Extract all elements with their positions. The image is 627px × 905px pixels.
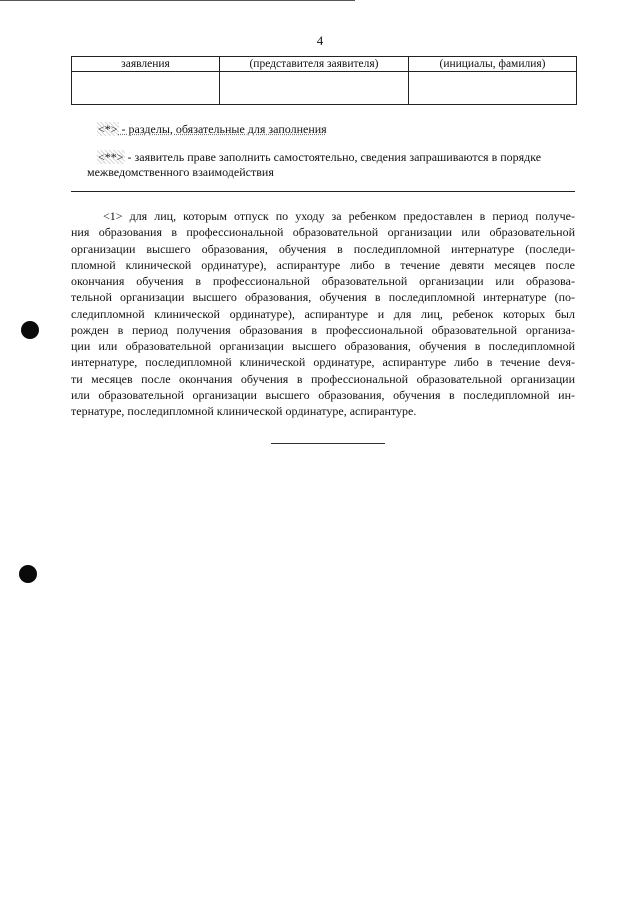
signature-table-cell-name: [409, 72, 577, 105]
footnote-line: тельной организации высшего образования, обучения в последипломной интернатуре (по-: [71, 290, 575, 305]
signature-table-header-application: заявления: [72, 57, 220, 72]
footnote-separator: [71, 191, 575, 192]
footnote-line: ти месяцев после окончания обучения в профессиональной образовательной организации: [71, 371, 575, 386]
note-text-optional: - заявитель праве заполнить самостоятельно, сведения запрашиваются в порядке: [124, 150, 542, 164]
signature-table-header-initials: (инициалы, фамилия): [409, 57, 577, 72]
footnote-line: или образовательной организации высшего образования, обучения в последипломной ин-: [71, 387, 575, 402]
note-text-optional-continuation: межведомственного взаимодействия: [87, 165, 274, 179]
signature-table-row: [72, 72, 577, 105]
footnote-line: следипломной клинической ординатуре), аспирантуре и для лиц, ребенок которых был: [71, 306, 575, 321]
note-marker-optional: <**>: [98, 150, 124, 164]
top-edge-rule: [0, 0, 355, 1]
footnote-line: интернатуре, последипломной клинической ординатуре, аспирантуре либо в течение devя-: [71, 355, 575, 370]
page-number: 4: [316, 33, 324, 48]
footnote-line: ции или образовательной организации высшего образования, обучения в последипломной: [71, 339, 575, 353]
punch-hole-lower: [19, 565, 37, 583]
note-required-sections: [97, 122, 327, 137]
footnote-line: <1> для лиц, которым отпуск по уходу за ребенком предоставлен в период получе-: [103, 209, 575, 223]
punch-hole-upper: [21, 321, 39, 339]
footnote-1: [71, 208, 575, 419]
note-marker-required: <*>: [98, 122, 118, 136]
footnote-line: пломной клинической ординатуре), аспирантуре либо в течение девяти месяцев после: [71, 257, 575, 272]
footnote-line: окончания обучения в профессиональной образовательной организации или образова-: [71, 274, 575, 288]
signature-table-header-row: [72, 57, 577, 72]
end-of-text-rule: [271, 443, 385, 444]
footnote-line: рожден в период получения образования в профессиональной образовательной организа-: [71, 322, 575, 337]
signature-table-header-representative: (представителя заявителя): [220, 57, 409, 72]
signature-table-cell-date: [72, 72, 220, 105]
note-optional-fields: [87, 150, 587, 180]
note-text-required: - разделы, обязательные для заполнения: [118, 122, 327, 136]
signature-table-cell-signature: [220, 72, 409, 105]
footnote-line: тернатуре, последипломной клинической ординатуре, аспирантуре.: [71, 404, 417, 418]
footnote-line: организации высшего образования, обучения в последипломной интернатуре (последи-: [71, 241, 575, 256]
footnote-line: ния образования в профессиональной образовательной организации или образовательной: [71, 225, 575, 240]
signature-table: [71, 56, 577, 105]
